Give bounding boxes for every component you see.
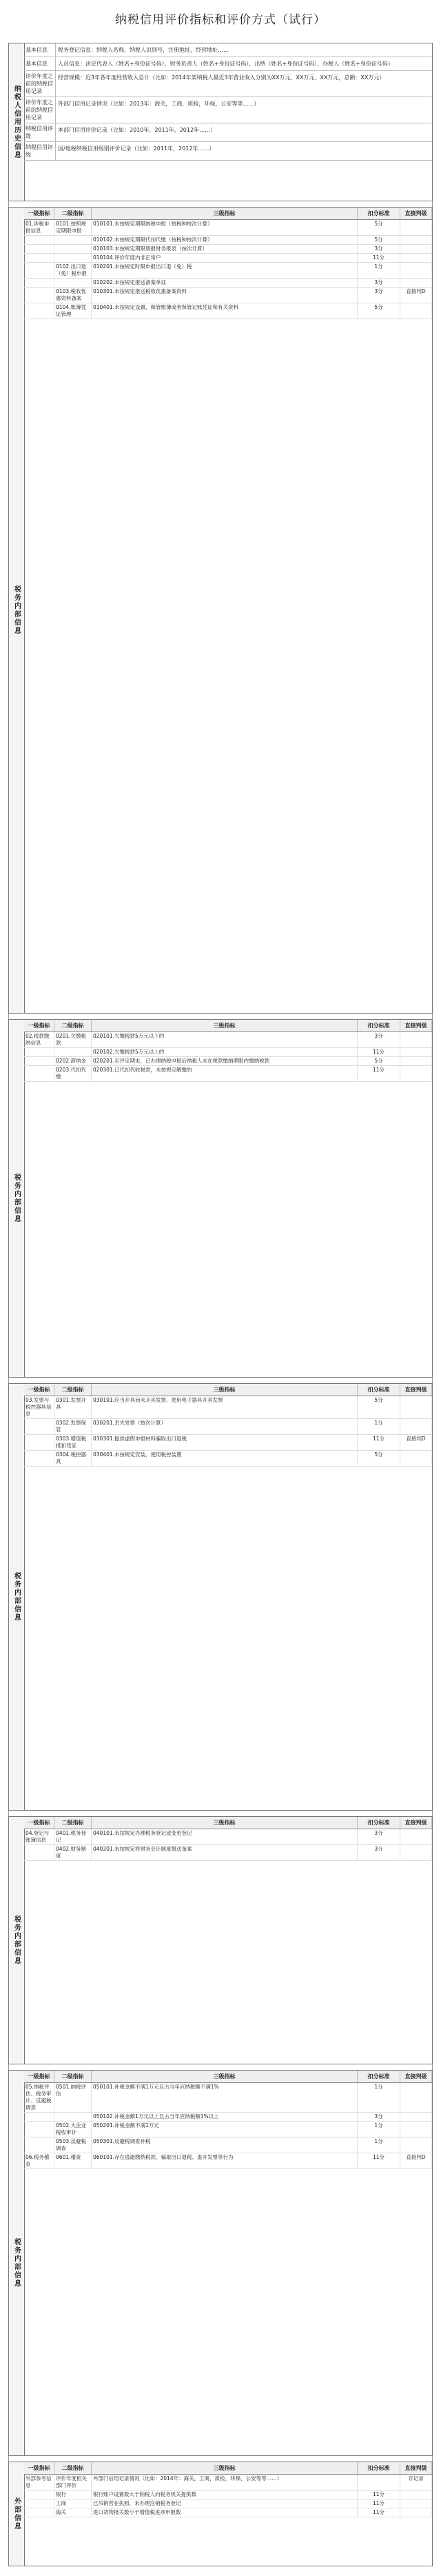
cell-c1 xyxy=(24,1057,54,1065)
page-title: 纳税信用评价指标和评价方式（试行） xyxy=(115,13,326,27)
cell-c4: 3分 xyxy=(358,245,400,253)
cell-c2 xyxy=(54,2113,92,2121)
cell-c4: 3分 xyxy=(358,2113,400,2121)
cell-c2: 0304.税控器具 xyxy=(54,1451,92,1466)
cell-c4: 5分 xyxy=(358,303,400,319)
cell-c2: 0401.税务登记 xyxy=(54,1829,92,1844)
table-row xyxy=(24,2508,432,2517)
section-body xyxy=(24,2462,432,2566)
cell-c3: 010201.未按规定时限申报出口退（免）税 xyxy=(92,263,358,278)
header-c5: 直接判级 xyxy=(400,208,432,219)
basic-row-key: 纳税信用评级 xyxy=(24,142,56,160)
cell-c5 xyxy=(400,1048,432,1056)
section-side-text: 税务内部信息 xyxy=(12,1915,21,1965)
cell-c1: 外部参考信息 xyxy=(24,2475,54,2490)
basic-row-key: 评价年度之前的纳税信用记录 xyxy=(24,97,56,123)
header-c3: 三级指标 xyxy=(92,1384,358,1396)
cell-c3: 010102.未按规定期限代扣代缴（按税种按次计算） xyxy=(92,236,358,244)
cell-c4: 3分 xyxy=(358,1845,400,1860)
header-c2: 二级指标 xyxy=(54,1817,92,1829)
section-side-label xyxy=(9,1817,25,2064)
section-body xyxy=(24,1817,432,2064)
table-row xyxy=(24,2499,432,2508)
cell-c2: 0503.反避税调查 xyxy=(54,2137,92,2153)
header-c1: 一级指标 xyxy=(24,208,54,219)
basic-row-key: 基本信息 xyxy=(24,57,56,70)
cell-c1 xyxy=(24,303,54,319)
header-c5: 直接判级 xyxy=(400,2071,432,2082)
header-c4: 扣分标准 xyxy=(358,2462,400,2474)
header-c4: 扣分标准 xyxy=(358,1384,400,1396)
cell-c5 xyxy=(400,279,432,287)
basic-row xyxy=(24,97,432,123)
cell-c4: 11分 xyxy=(358,2153,400,2169)
indicator-section xyxy=(8,2462,433,2566)
header-c4: 扣分标准 xyxy=(358,1817,400,1829)
cell-c1 xyxy=(24,236,54,244)
cell-c3: 030201.丢失发票（按次计算） xyxy=(92,1419,358,1434)
table-row xyxy=(24,2113,432,2122)
header-c3: 三级指标 xyxy=(92,208,358,219)
header-c3: 三级指标 xyxy=(92,1817,358,1829)
cell-c5 xyxy=(400,1419,432,1434)
cell-c1 xyxy=(24,2499,54,2508)
cell-c1 xyxy=(24,1419,54,1434)
cell-c4: 3分 xyxy=(358,288,400,303)
cell-c4: 5分 xyxy=(358,1451,400,1466)
section-side-text: 税务内部信息 xyxy=(12,1174,21,1223)
cell-c2 xyxy=(54,279,92,287)
table-row xyxy=(24,245,432,254)
cell-c3: 020201.至评定期末，已办理纳税申报后纳税人未在税款缴纳期限内缴纳税款 xyxy=(92,1057,358,1065)
cell-c5 xyxy=(400,2499,432,2508)
header-c1: 一级指标 xyxy=(24,1817,54,1829)
cell-c4: 5分 xyxy=(358,1396,400,1418)
cell-c5 xyxy=(400,2508,432,2517)
cell-c1 xyxy=(24,1048,54,1056)
cell-c1: 03.发票与税控器具信息 xyxy=(24,1396,54,1418)
cell-c5 xyxy=(400,254,432,262)
cell-c2 xyxy=(54,1048,92,1056)
section-side-label xyxy=(9,1384,25,1810)
section-body xyxy=(24,2071,432,2455)
cell-c5 xyxy=(400,1057,432,1065)
header-c4: 扣分标准 xyxy=(358,2071,400,2082)
table-row xyxy=(24,288,432,303)
cell-c3: 020101.欠缴税款5万元以下的 xyxy=(92,1032,358,1047)
cell-c2: 0201.欠缴税款 xyxy=(54,1032,92,1047)
table-row xyxy=(24,2083,432,2113)
header-c3: 三级指标 xyxy=(92,2462,358,2474)
cell-c5 xyxy=(400,245,432,253)
cell-c1 xyxy=(24,1845,54,1860)
section-side-label xyxy=(9,2071,25,2455)
table-row xyxy=(24,2153,432,2169)
indicator-section xyxy=(8,207,433,1014)
cell-c1 xyxy=(24,1451,54,1466)
cell-c1 xyxy=(24,2491,54,2499)
cell-c2: 0601.稽查 xyxy=(54,2153,92,2169)
cell-c3: 020301.已代扣代收税款，未按规定解缴的 xyxy=(92,1066,358,1081)
cell-c1 xyxy=(24,2122,54,2137)
table-row xyxy=(24,1829,432,1845)
cell-c2: 评价年度相关部门评价 xyxy=(54,2475,92,2490)
cell-c2: 0202.滞纳金 xyxy=(54,1057,92,1065)
cell-c1: 02.税款缴纳信息 xyxy=(24,1032,54,1047)
cell-c3: 030401.未按规定安装、使用税控装置 xyxy=(92,1451,358,1466)
cell-c3: 010104.评价年度内非正常户 xyxy=(92,254,358,262)
section-side-label xyxy=(9,208,25,1013)
cell-c1 xyxy=(24,2113,54,2121)
section-body xyxy=(24,43,432,201)
cell-c4: 1分 xyxy=(358,1419,400,1434)
cell-c3: 进口货物报关数小于增值税进项申报数 xyxy=(92,2508,358,2517)
cell-c3: 银行账户设置数大于纳税人向税务机关提供数 xyxy=(92,2491,358,2499)
cell-c4: 1分 xyxy=(358,2122,400,2137)
cell-c2: 0102.出口退（免）税申报 xyxy=(54,263,92,278)
table-row xyxy=(24,254,432,263)
cell-c4: 11分 xyxy=(358,1435,400,1450)
cell-c1: 05.纳税评估、税务审计、反避税调查 xyxy=(24,2083,54,2112)
cell-c5 xyxy=(400,2491,432,2499)
cell-c5 xyxy=(400,1845,432,1860)
cell-c4: 3分 xyxy=(358,1829,400,1844)
table-row xyxy=(24,1057,432,1066)
cell-c3: 050102.补税金额1万元以上且占当年应纳税额1%以上 xyxy=(92,2113,358,2121)
cell-c3: 020102.欠缴税款5万元以上的 xyxy=(92,1048,358,1056)
section-body xyxy=(24,1020,432,1377)
section-body xyxy=(24,208,432,1013)
header-c4: 扣分标准 xyxy=(358,1020,400,1032)
cell-c2 xyxy=(54,245,92,253)
cell-c5: 直接判D xyxy=(400,1435,432,1450)
cell-c4: 5分 xyxy=(358,236,400,244)
table-row xyxy=(24,1451,432,1467)
cell-c2: 0402.财务制度 xyxy=(54,1845,92,1860)
basic-row xyxy=(24,71,432,97)
cell-c4: 5分 xyxy=(358,220,400,235)
cell-c2: 0302.发票保管 xyxy=(54,1419,92,1434)
cell-c5 xyxy=(400,2083,432,2112)
cell-c2: 工商 xyxy=(54,2499,92,2508)
cell-c5 xyxy=(400,2137,432,2153)
cell-c5 xyxy=(400,1396,432,1418)
section-body xyxy=(24,1384,432,1810)
basic-row xyxy=(24,43,432,57)
section-side-label xyxy=(9,43,25,201)
cell-c5 xyxy=(400,236,432,244)
section-side-text: 纳税人信用历史信息 xyxy=(12,85,21,159)
cell-c5 xyxy=(400,263,432,278)
cell-c5 xyxy=(400,1451,432,1466)
cell-c2: 0301.发票开具 xyxy=(54,1396,92,1418)
header-c2: 二级指标 xyxy=(54,1020,92,1032)
basic-row-value: 经营规模：近3年各年度经营收入总计（比如：2014年某纳税人最近3年营业收入分别为XX万元、XX万元、XX万元，总额：XX万元） xyxy=(58,74,385,81)
cell-c2: 0501.纳税评估 xyxy=(54,2083,92,2112)
indicator-section xyxy=(8,1383,433,1811)
cell-c4: 5分 xyxy=(358,1057,400,1065)
cell-c2: 银行 xyxy=(54,2491,92,2499)
table-row xyxy=(24,1396,432,1419)
table-header xyxy=(24,208,432,220)
section-side-label xyxy=(9,2462,25,2566)
cell-c1: 04.登记与账簿信息 xyxy=(24,1829,54,1844)
cell-c3: 040101.未按规定办理税务登记或变更登记 xyxy=(92,1829,358,1844)
table-row xyxy=(24,236,432,245)
cell-c3: 010101.未按规定期限纳税申报（按税种按次计算） xyxy=(92,220,358,235)
table-header xyxy=(24,1817,432,1829)
basic-row-key: 基本信息 xyxy=(24,43,56,57)
table-row xyxy=(24,303,432,319)
section-side-text: 外部信息 xyxy=(12,2497,21,2530)
table-row xyxy=(24,2122,432,2137)
cell-c5 xyxy=(400,2113,432,2121)
cell-c4: 1分 xyxy=(358,2083,400,2112)
basic-info-section xyxy=(8,43,433,201)
table-header xyxy=(24,2462,432,2475)
cell-c1 xyxy=(24,288,54,303)
cell-c2 xyxy=(54,254,92,262)
indicator-section xyxy=(8,1816,433,2064)
cell-c3: 030301.提供虚假申报材料骗取出口退税 xyxy=(92,1435,358,1450)
cell-c5: 存记录 xyxy=(400,2475,432,2490)
cell-c1 xyxy=(24,254,54,262)
cell-c2: 0103.税收优惠资料备案 xyxy=(54,288,92,303)
cell-c1 xyxy=(24,1435,54,1450)
cell-c1 xyxy=(24,279,54,287)
cell-c4: 11分 xyxy=(358,254,400,262)
table-row xyxy=(24,263,432,279)
cell-c2: 海关 xyxy=(54,2508,92,2517)
cell-c2: 0502.大企业税收审计 xyxy=(54,2122,92,2137)
cell-c5: 直接判D xyxy=(400,288,432,303)
header-c2: 二级指标 xyxy=(54,1384,92,1396)
cell-c3: 010202.未按规定报送备案单证 xyxy=(92,279,358,287)
basic-row-value: 外部门信用记录情况（比如：2013年：海关，工商，质检，环保，公安等等……） xyxy=(58,101,260,107)
cell-c4: 3分 xyxy=(358,1032,400,1047)
section-side-text: 税务内部信息 xyxy=(12,2238,21,2288)
cell-c2: 0101.按照规定期限申报 xyxy=(54,220,92,235)
header-c4: 扣分标准 xyxy=(358,208,400,219)
table-row xyxy=(24,2491,432,2499)
header-c3: 三级指标 xyxy=(92,1020,358,1032)
header-c3: 三级指标 xyxy=(92,2071,358,2082)
basic-row-value: 税务登记信息：纳税人名称，纳税人识别号，注册地址，经营地址…… xyxy=(58,47,229,53)
cell-c1 xyxy=(24,2508,54,2517)
header-c1: 一级指标 xyxy=(24,1384,54,1396)
cell-c4: 11分 xyxy=(358,2491,400,2499)
basic-row-value: 人员信息：法定代表人（姓名+身份证号码），财务负责人（姓名+身份证号码），出纳（姓名+身份证号码），办税人（姓名+身份证号码） xyxy=(58,61,393,67)
cell-c3: 050101.补税金额不满1万元且占当年应纳税额不满1% xyxy=(92,2083,358,2112)
cell-c5 xyxy=(400,1066,432,1081)
header-c5: 直接判级 xyxy=(400,1020,432,1032)
table-row xyxy=(24,1845,432,1861)
cell-c3: 已吊销营业执照，未办理注销税务登记 xyxy=(92,2499,358,2508)
header-c5: 直接判级 xyxy=(400,1384,432,1396)
cell-c3: 外部门信用记录情况（比如：2014年：海关，工商，质检，环保，公安等等……） xyxy=(92,2475,358,2490)
header-c1: 一级指标 xyxy=(24,1020,54,1032)
cell-c5 xyxy=(400,303,432,319)
indicator-section xyxy=(8,2070,433,2456)
cell-c2: 0303.增值税抵扣凭证 xyxy=(54,1435,92,1450)
header-c2: 二级指标 xyxy=(54,208,92,219)
cell-c3: 050201.补税金额不满1万元 xyxy=(92,2122,358,2137)
cell-c3: 010103.未按规定期限填报财务报表（按次计算） xyxy=(92,245,358,253)
table-row xyxy=(24,2475,432,2491)
section-side-text: 税务内部信息 xyxy=(12,1572,21,1622)
basic-row-key: 纳税信用评级 xyxy=(24,123,56,141)
table-header xyxy=(24,1384,432,1396)
cell-c3: 040201.未按规定将财务会计制度报送备案 xyxy=(92,1845,358,1860)
header-c2: 二级指标 xyxy=(54,2071,92,2082)
cell-c4: 1分 xyxy=(358,2137,400,2153)
cell-c4: 11分 xyxy=(358,1066,400,1081)
table-row xyxy=(24,1048,432,1057)
cell-c2: 0203.代扣代缴 xyxy=(54,1066,92,1081)
basic-row-value: 国/地税纳税信用级别评价记录（比如：2011年，2012年……） xyxy=(58,145,215,152)
section-side-text: 税务内部信息 xyxy=(12,585,21,635)
cell-c3: 050301.反避税调查补税 xyxy=(92,2137,358,2153)
header-c1: 一级指标 xyxy=(24,2462,54,2474)
cell-c2: 0104.账簿凭证管理 xyxy=(54,303,92,319)
cell-c5 xyxy=(400,1829,432,1844)
cell-c4: 3分 xyxy=(358,279,400,287)
table-header xyxy=(24,2071,432,2083)
header-c5: 直接判级 xyxy=(400,2462,432,2474)
cell-c1: 01.涉税申报信息 xyxy=(24,220,54,235)
basic-row xyxy=(24,57,432,71)
cell-c5 xyxy=(400,1032,432,1047)
cell-c3: 030101.应当开具而未开具发票、使用电子器具开具发票 xyxy=(92,1396,358,1418)
table-row xyxy=(24,1419,432,1435)
cell-c5 xyxy=(400,220,432,235)
cell-c2 xyxy=(54,236,92,244)
header-c2: 二级指标 xyxy=(54,2462,92,2474)
cell-c4: 1分 xyxy=(358,263,400,278)
cell-c1 xyxy=(24,245,54,253)
cell-c5 xyxy=(400,2122,432,2137)
basic-row-key: 评价年度之前的纳税信用记录 xyxy=(24,71,56,97)
table-header xyxy=(24,1020,432,1032)
cell-c3: 060101.存在逃避缴纳税款、骗取出口退税、虚开发票等行为 xyxy=(92,2153,358,2169)
cell-c4: 11分 xyxy=(358,2499,400,2508)
header-c5: 直接判级 xyxy=(400,1817,432,1829)
cell-c5: 直接判D xyxy=(400,2153,432,2169)
table-row xyxy=(24,1032,432,1048)
cell-c4: 11分 xyxy=(358,1048,400,1056)
basic-row xyxy=(24,142,432,161)
basic-row xyxy=(24,123,432,142)
table-row xyxy=(24,220,432,236)
basic-row-value: 本部门信用评价记录（比如：2010年，2011年，2012年……） xyxy=(58,127,216,133)
cell-c3: 010301.未按规定报送税收优惠备案资料 xyxy=(92,288,358,303)
section-side-label xyxy=(9,1020,25,1377)
table-row xyxy=(24,1066,432,1082)
cell-c1 xyxy=(24,263,54,278)
cell-c1 xyxy=(24,1066,54,1081)
cell-c1 xyxy=(24,2137,54,2153)
table-row xyxy=(24,1435,432,1451)
indicator-section xyxy=(8,1019,433,1378)
header-c1: 一级指标 xyxy=(24,2071,54,2082)
cell-c1: 06.税务稽查 xyxy=(24,2153,54,2169)
table-row xyxy=(24,2137,432,2153)
table-row xyxy=(24,279,432,288)
cell-c4: 11分 xyxy=(358,2508,400,2517)
cell-c3: 010401.未按规定设置、保管账簿或者保管记账凭证和有关资料 xyxy=(92,303,358,319)
cell-c4 xyxy=(358,2475,400,2490)
